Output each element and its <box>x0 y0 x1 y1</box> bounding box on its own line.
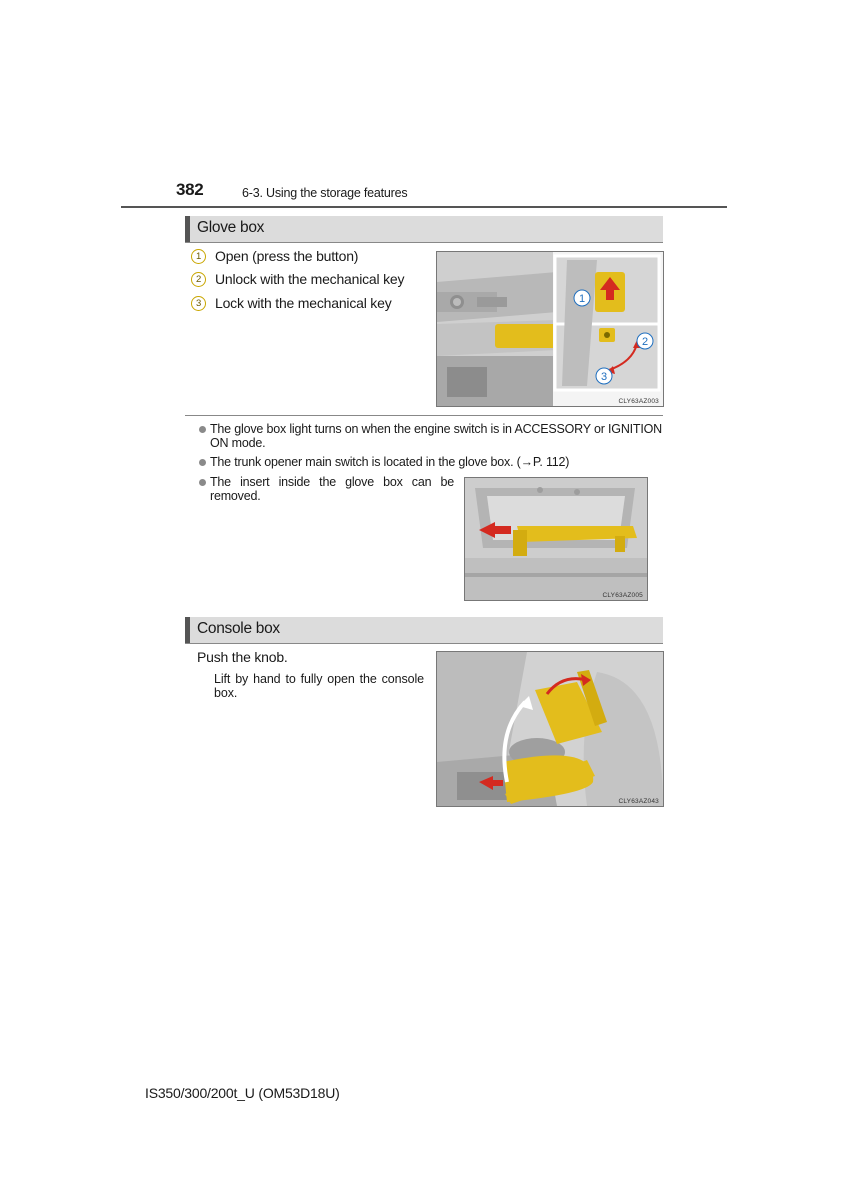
step-number-2: 2 <box>191 272 206 287</box>
step-number-1: 1 <box>191 249 206 264</box>
note-trunk-opener <box>199 456 662 470</box>
header-divider <box>121 206 727 208</box>
note-light <box>199 423 662 450</box>
insert-figure-code: CLY63AZ005 <box>602 592 643 599</box>
page-number: 382 <box>176 180 204 199</box>
step-3-text: Lock with the mechanical key <box>215 295 392 311</box>
console-figure-code: CLY63AZ043 <box>618 798 659 805</box>
console-box-figure <box>436 651 664 807</box>
bullet-icon <box>199 426 206 433</box>
step-1-text: Open (press the button) <box>215 248 359 264</box>
step-number-3: 3 <box>191 296 206 311</box>
step-1 <box>191 248 358 264</box>
console-box-illustration <box>437 652 663 806</box>
glove-box-heading-label: Glove box <box>197 219 265 236</box>
step-3 <box>191 295 392 311</box>
console-box-heading-label: Console box <box>197 620 280 637</box>
figure-code: CLY63AZ003 <box>618 398 659 405</box>
notes-divider <box>185 415 663 416</box>
heading-accent <box>185 617 190 643</box>
note-light-text: The glove box light turns on when the engine switch is in ACCESSORY or IGNITION ON mode. <box>210 422 662 450</box>
step-2 <box>191 271 404 287</box>
note-insert <box>199 476 454 503</box>
glove-box-figure <box>436 251 664 407</box>
callout-1: 1 <box>578 293 586 305</box>
note-insert-text: The insert inside the glove box can be removed. <box>210 475 454 503</box>
step-2-text: Unlock with the mechanical key <box>215 271 405 287</box>
glove-box-heading <box>185 216 663 243</box>
bullet-icon <box>199 459 206 466</box>
console-sub-instruction: Lift by hand to fully open the console box. <box>214 672 424 700</box>
callout-3: 3 <box>600 371 608 383</box>
console-box-heading <box>185 617 663 644</box>
console-instruction: Push the knob. <box>197 649 288 665</box>
insert-illustration <box>465 478 647 600</box>
glove-box-illustration <box>437 252 663 406</box>
note-trunk-opener-text: The trunk opener main switch is located in the glove box. (→P. 112) <box>210 455 570 469</box>
footer-model: IS350/300/200t_U (OM53D18U) <box>145 1085 340 1101</box>
callout-2: 2 <box>641 336 649 348</box>
glove-box-insert-figure <box>464 477 648 601</box>
heading-accent <box>185 216 190 242</box>
section-title: 6-3. Using the storage features <box>242 186 408 200</box>
bullet-icon <box>199 479 206 486</box>
